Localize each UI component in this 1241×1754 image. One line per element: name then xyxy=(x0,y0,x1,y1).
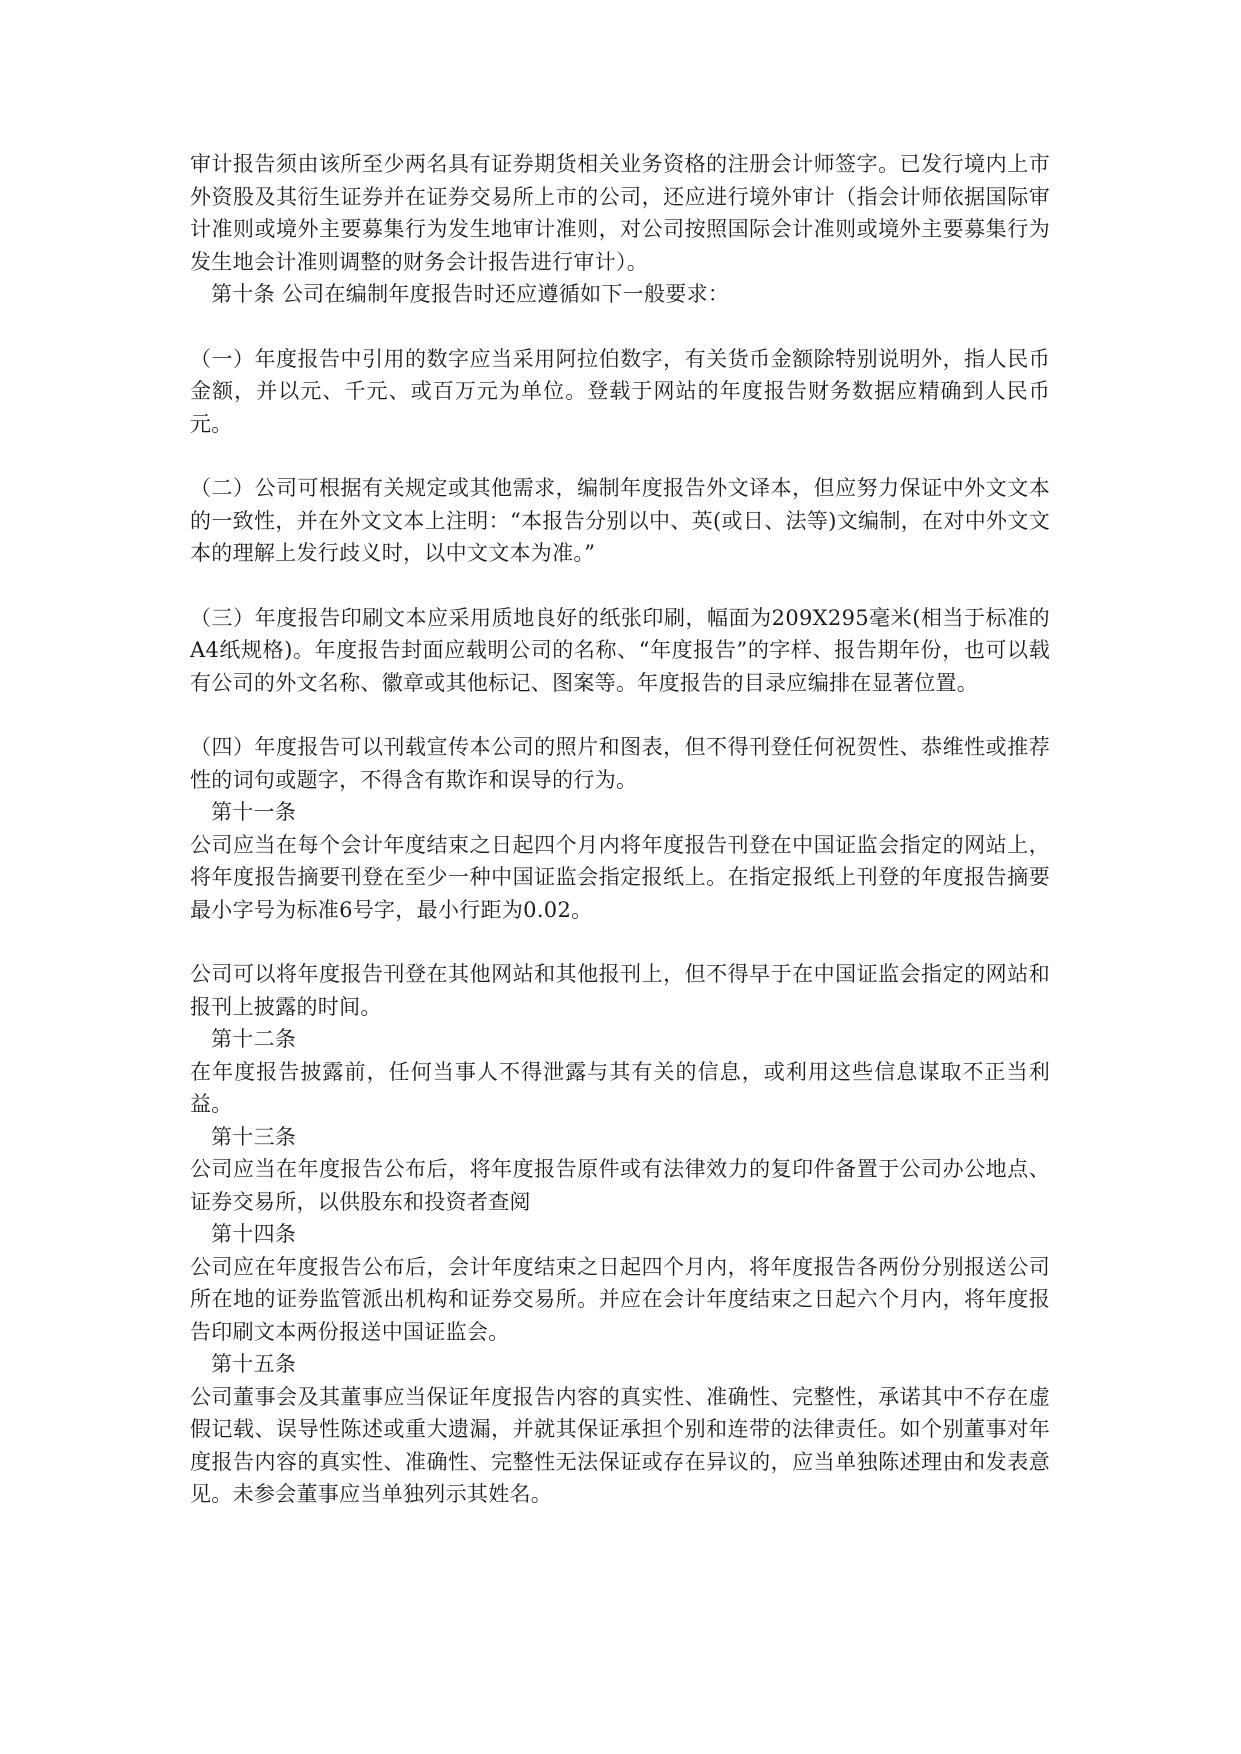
paragraph-archive: 公司应当在年度报告公布后，将年度报告原件或有法律效力的复印件备置于公司办公地点、证券交易所，以供股东和投资者查阅 xyxy=(190,1157,1050,1214)
article-15-heading: 第十五条 xyxy=(211,1352,297,1376)
item-1-numbers: （一）年度报告中引用的数字应当采用阿拉伯数字，有关货币金额除特别说明外，指人民币金额，并以元、千元、或百万元为单位。登载于网站的年度报告财务数据应精确到人民币元。 xyxy=(190,346,1050,436)
paragraph-board-responsibility: 公司董事会及其董事应当保证年度报告内容的真实性、准确性、完整性，承诺其中不存在虚假记载、误导性陈述或重大遗漏，并就其保证承担个别和连带的法律责任。如个别董事对年度报告内容的真实性、准确性、完整性无法保证或存在异议的，应当单独陈述理由和发表意见。未参会董事应当单独列示其姓名。 xyxy=(190,1384,1050,1506)
item-3-printing: （三）年度报告印刷文本应采用质地良好的纸张印刷，幅面为209X295毫米(相当于标准的A4纸规格)。年度报告封面应载明公司的名称、“年度报告”的字样、报告期年份，也可以载有公司的外文名称、徽章或其他标记、图案等。年度报告的目录应编排在显著位置。 xyxy=(190,605,1050,695)
article-13-heading: 第十三条 xyxy=(211,1124,297,1149)
paragraph-audit-report: 审计报告须由该所至少两名具有证券期货相关业务资格的注册会计师签字。已发行境内上市外资股及其衍生证券并在证券交易所上市的公司，还应进行境外审计（指会计师依据国际审计准则或境外主要募集行为发生地审计准则，对公司按照国际会计准则或境外主要募集行为发生地会计准则调整的财务会计报告进行审计）。 xyxy=(190,152,1050,274)
item-4-photos: （四）年度报告可以刊载宣传本公司的照片和图表，但不得刊登任何祝贺性、恭维性或推荐性的词句或题字，不得含有欺诈和误导的行为。 xyxy=(190,735,1050,792)
article-11-heading: 第十一条 xyxy=(211,800,297,824)
item-2-translation: （二）公司可根据有关规定或其他需求，编制年度报告外文译本，但应努力保证中外文文本的一致性，并在外文文本上注明：“本报告分别以中、英(或日、法等)文编制，在对中外文文本的理解上发行歧义时，以中文文本为准。” xyxy=(190,476,1050,565)
article-10-heading: 第十条 公司在编制年度报告时还应遵循如下一般要求： xyxy=(211,282,730,306)
article-12-heading: 第十二条 xyxy=(211,1027,297,1051)
paragraph-confidentiality: 在年度报告披露前，任何当事人不得泄露与其有关的信息，或利用这些信息谋取不正当利益。 xyxy=(190,1059,1050,1116)
document-page xyxy=(190,148,1050,1511)
article-14-heading: 第十四条 xyxy=(211,1222,297,1246)
paragraph-other-media: 公司可以将年度报告刊登在其他网站和其他报刊上，但不得早于在中国证监会指定的网站和报刊上披露的时间。 xyxy=(190,962,1050,1019)
paragraph-submission: 公司应在年度报告公布后，会计年度结束之日起四个月内，将年度报告各两份分别报送公司所在地的证券监管派出机构和证券交易所。并应在会计年度结束之日起六个月内，将年度报告印刷文本两份报送中国证监会。 xyxy=(190,1254,1050,1344)
paragraph-publication: 公司应当在每个会计年度结束之日起四个月内将年度报告刊登在中国证监会指定的网站上，将年度报告摘要刊登在至少一种中国证监会指定报纸上。在指定报纸上刊登的年度报告摘要最小字号为标准6号字，最小行距为0.02。 xyxy=(190,832,1050,922)
